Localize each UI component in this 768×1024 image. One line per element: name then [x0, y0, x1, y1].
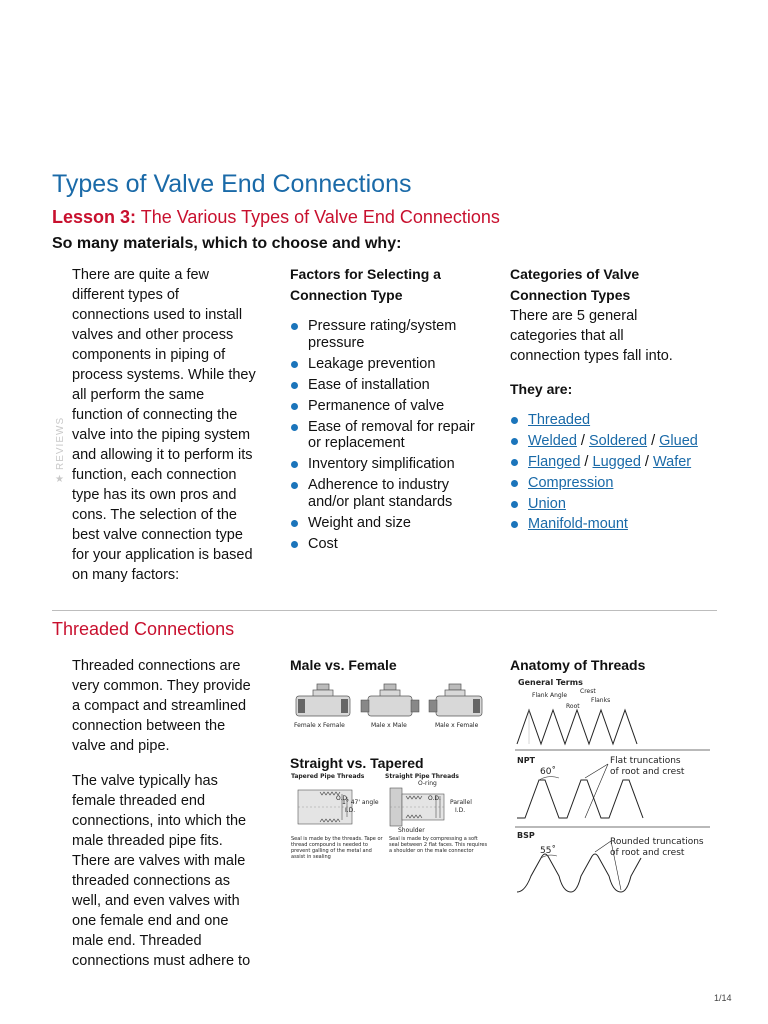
- text-line: valve and pipe.: [72, 738, 170, 754]
- list-item: Cost: [290, 536, 490, 553]
- separator: /: [580, 453, 593, 470]
- text-line: a compact and streamlined: [72, 698, 247, 714]
- bsp-label: BSP: [517, 831, 535, 840]
- valve-female-female: [296, 684, 350, 716]
- valve-male-male: [361, 684, 419, 716]
- intro-line: different types of: [72, 287, 179, 303]
- valve-male-female: [429, 684, 482, 716]
- npt-note: [610, 756, 684, 778]
- straight-tapered-heading: Straight vs. Tapered: [290, 755, 424, 771]
- list-item: [510, 412, 725, 429]
- categories-intro-line: connection types fall into.: [510, 348, 673, 364]
- factors-list: [290, 318, 490, 552]
- compression-link[interactable]: Compression: [528, 474, 614, 491]
- oring-label: O-ring: [418, 780, 437, 787]
- list-item: Pressure rating/system pressure: [290, 318, 490, 351]
- factors-column: [290, 264, 490, 557]
- shoulder-label: Shoulder: [398, 827, 425, 834]
- factors-heading-line: Factors for Selecting a: [290, 266, 441, 282]
- intro-line: and allowing it to perform its: [72, 447, 253, 463]
- intro-line: connections used to install: [72, 307, 243, 323]
- list-item: Weight and size: [290, 515, 490, 532]
- page-number: 1/14: [714, 993, 732, 1003]
- categories-heading: [510, 264, 725, 306]
- straight-thread-drawing: [390, 788, 444, 826]
- categories-list: [510, 412, 725, 533]
- list-item: Permanence of valve: [290, 398, 490, 415]
- intro-line: valve into the piping system: [72, 427, 251, 443]
- root-label: Root: [566, 703, 580, 710]
- text-line: well, and even valves with: [72, 893, 240, 909]
- intro-paragraph: [72, 265, 277, 585]
- text-line: There are valves with male: [72, 853, 246, 869]
- od-label-left: O.D.: [336, 795, 349, 802]
- categories-intro-line: categories that all: [510, 328, 624, 344]
- straight-note: Seal is made by compressing a soft seal between 2 flat faces. This requires a shoulder on the male connector: [389, 836, 488, 854]
- intro-line: There are quite a few: [72, 267, 210, 283]
- id-label-left: I.D.: [345, 807, 356, 814]
- categories-heading-line: Categories of Valve: [510, 266, 640, 282]
- text-line: The valve typically has: [72, 773, 218, 789]
- tapered-label: Tapered Pipe Threads: [291, 773, 365, 780]
- thread-anatomy-figure: [515, 700, 710, 895]
- glued-link[interactable]: Glued: [659, 432, 698, 449]
- text-line: male threaded pipe fits.: [72, 833, 223, 849]
- bsp-angle-label: 55˚: [540, 846, 556, 856]
- bsp-note-line: Rounded truncations: [610, 837, 704, 847]
- intro-line: on many factors:: [72, 567, 180, 583]
- intro-line: all perform the same: [72, 387, 205, 403]
- manifold-mount-link[interactable]: Manifold-mount: [528, 516, 628, 533]
- separator: /: [640, 453, 653, 470]
- intro-line: components in piping of: [72, 347, 226, 363]
- tapered-note: Seal is made by the threads. Tape or thread compound is needed to prevent galling of the metal and assist in sealing: [291, 836, 383, 860]
- flanks-label: Flanks: [591, 697, 611, 704]
- text-line: connections must adhere to: [72, 953, 251, 969]
- list-item: Adherence to industry and/or plant standards: [290, 477, 490, 510]
- id-label-right: I.D.: [455, 807, 466, 814]
- text-line: female threaded end: [72, 793, 206, 809]
- crest-label: Crest: [580, 688, 596, 695]
- intro-line: process systems. While they: [72, 367, 256, 383]
- wafer-link[interactable]: Wafer: [652, 453, 692, 470]
- bsp-note-line: of root and crest: [610, 848, 685, 858]
- welded-link[interactable]: Welded: [528, 432, 577, 449]
- text-line: connection between the: [72, 718, 226, 734]
- list-item: Ease of removal for repair or replacement: [290, 419, 490, 452]
- caption-male-male: Male x Male: [371, 722, 407, 729]
- categories-intro: [510, 306, 725, 366]
- text-line: one female end and one: [72, 913, 229, 929]
- list-item: [510, 516, 725, 533]
- list-item: Inventory simplification: [290, 456, 490, 473]
- general-thread-profile: [515, 710, 710, 750]
- lesson-heading: [52, 207, 500, 228]
- bsp-note: [610, 837, 704, 859]
- lesson-subtitle: So many materials, which to choose and why:: [52, 235, 402, 252]
- separator: /: [647, 432, 660, 449]
- anatomy-heading: Anatomy of Threads: [510, 657, 646, 673]
- soldered-link[interactable]: Soldered: [589, 432, 648, 449]
- reviews-tab-label: REVIEWS: [55, 416, 66, 470]
- caption-female-female: Female x Female: [294, 722, 345, 729]
- general-terms-label: General Terms: [518, 678, 583, 687]
- npt-note-line: Flat truncations: [610, 756, 681, 766]
- list-item: [510, 475, 725, 492]
- list-item: Ease of installation: [290, 377, 490, 394]
- od-label-right: O.D.: [428, 795, 441, 802]
- categories-heading-line: Connection Types: [510, 287, 631, 303]
- factors-heading: [290, 264, 490, 306]
- categories-column: [510, 264, 725, 537]
- caption-male-female: Male x Female: [435, 722, 479, 729]
- npt-note-line: of root and crest: [610, 767, 685, 777]
- angle-label: 1° 47' angle: [342, 799, 379, 806]
- npt-label: NPT: [517, 756, 536, 765]
- text-line: threaded connections as: [72, 873, 230, 889]
- text-line: very common. They provide: [72, 678, 251, 694]
- text-line: Threaded connections are: [72, 658, 241, 674]
- male-female-heading: Male vs. Female: [290, 657, 397, 673]
- threaded-link[interactable]: Threaded: [528, 412, 591, 428]
- list-item: Leakage prevention: [290, 356, 490, 373]
- threaded-section-heading: Threaded Connections: [52, 619, 235, 639]
- npt-angle-label: 60˚: [540, 767, 556, 777]
- union-link[interactable]: Union: [528, 495, 566, 512]
- flanged-link[interactable]: Flanged: [528, 453, 581, 470]
- flank-angle-label: Flank Angle: [532, 692, 568, 699]
- straight-label: Straight Pipe Threads: [385, 773, 459, 780]
- intro-line: for your application is based: [72, 547, 253, 563]
- intro-line: function, each connection: [72, 467, 237, 483]
- text-line: male end. Threaded: [72, 933, 202, 949]
- threaded-paragraph-2: [72, 771, 277, 971]
- page-title: Types of Valve End Connections: [52, 170, 412, 198]
- intro-line: type has its own pros and: [72, 487, 237, 503]
- categories-intro-line: There are 5 general: [510, 308, 638, 324]
- parallel-label: Parallel: [450, 799, 472, 806]
- list-item: [510, 433, 725, 450]
- section-divider: [52, 610, 717, 611]
- text-line: connections, into which the: [72, 813, 247, 829]
- lugged-link[interactable]: Lugged: [592, 453, 641, 470]
- reviews-side-tab[interactable]: [47, 410, 69, 490]
- threaded-paragraph-1: [72, 656, 277, 756]
- separator: /: [576, 432, 589, 449]
- lesson-text: The Various Types of Valve End Connections: [136, 207, 500, 227]
- they-are-label: They are:: [510, 381, 573, 397]
- list-item: [510, 454, 725, 471]
- lesson-prefix: Lesson 3:: [52, 207, 137, 227]
- intro-line: function of connecting the: [72, 407, 238, 423]
- list-item: [510, 496, 725, 513]
- intro-line: valves and other process: [72, 327, 234, 343]
- intro-line: cons. The selection of the: [72, 507, 237, 523]
- intro-line: best valve connection type: [72, 527, 243, 543]
- factors-heading-line: Connection Type: [290, 287, 403, 303]
- star-icon: ★: [55, 474, 64, 485]
